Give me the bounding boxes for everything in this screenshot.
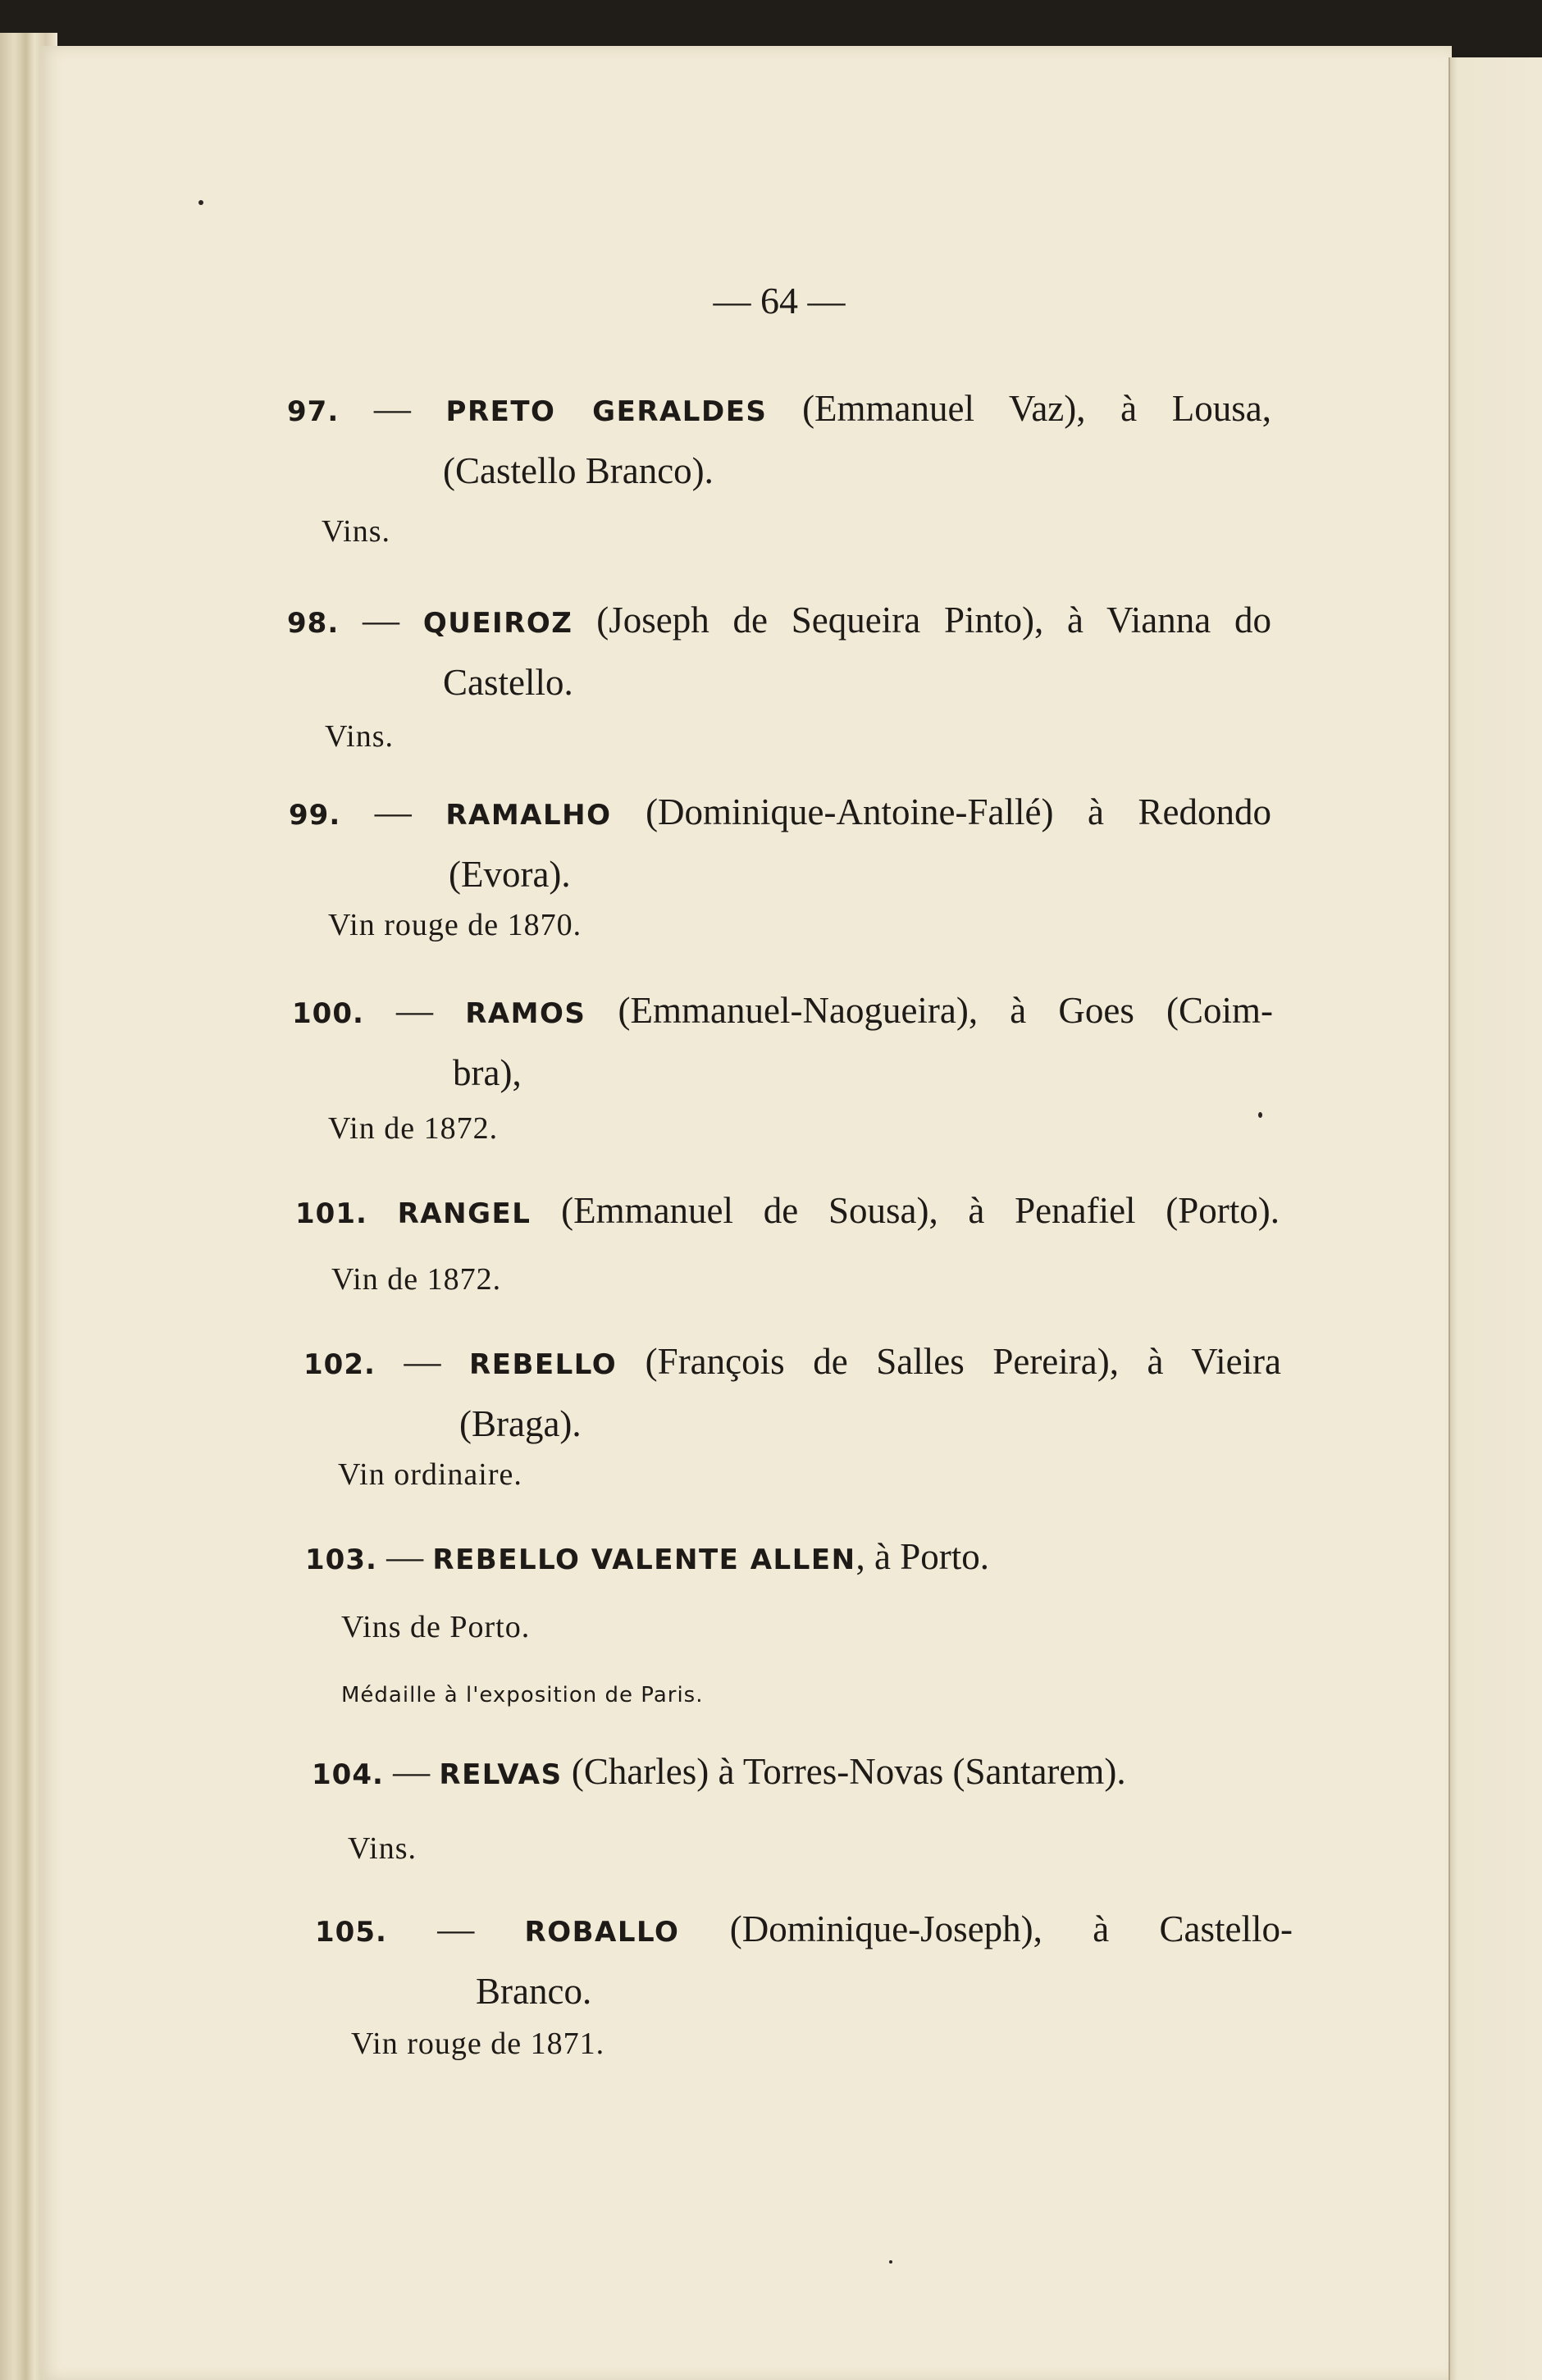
entry-number: 99. xyxy=(289,799,341,832)
entry-number: 103. xyxy=(305,1543,377,1576)
entry-name: RANGEL xyxy=(397,1197,531,1230)
entry-line xyxy=(292,981,1273,1043)
entry-dash: — xyxy=(339,388,446,429)
entry-name: RELVAS xyxy=(439,1758,563,1791)
entry-dash: — xyxy=(363,990,466,1031)
entry-name: ROBALLO xyxy=(524,1916,680,1949)
entry-104 xyxy=(312,1742,1296,1804)
entry-note: Vins. xyxy=(325,719,395,754)
entry-97 xyxy=(287,379,1271,500)
entry-details: (François de Salles Pereira), à Vieira xyxy=(617,1341,1281,1382)
entry-dash: — xyxy=(375,1341,470,1382)
entry-note: Vins. xyxy=(348,1831,417,1866)
entry-number: 102. xyxy=(303,1348,376,1381)
entry-details: (Charles) à Torres-Novas (Santarem). xyxy=(562,1751,1126,1792)
entry-line xyxy=(312,1742,1296,1804)
entry-number: 105. xyxy=(315,1916,387,1949)
entry-98 xyxy=(287,590,1271,712)
entry-details: (Emmanuel Vaz), à Lousa, xyxy=(767,388,1271,429)
entry-details: (Emmanuel-Naogueira), à Goes (Coim- xyxy=(586,990,1273,1031)
entry-continuation: (Castello Branco). xyxy=(443,450,714,491)
entry-continuation: (Evora). xyxy=(449,854,571,895)
entry-name: RAMOS xyxy=(465,997,586,1030)
entry-name: QUEIROZ xyxy=(422,607,573,640)
entry-details: , à Porto. xyxy=(855,1536,990,1577)
entry-note: Vins de Porto. xyxy=(341,1610,531,1644)
entry-number: 97. xyxy=(287,395,340,428)
entry-name: RAMALHO xyxy=(445,799,612,832)
entry-dash: — xyxy=(376,1536,433,1577)
entry-note: Vin de 1872. xyxy=(331,1262,502,1297)
medal-note: Médaille à l'exposition de Paris. xyxy=(341,1683,704,1707)
entry-line xyxy=(305,1527,1289,1589)
entry-line xyxy=(315,1899,1293,1962)
entry-103 xyxy=(305,1527,1289,1589)
entry-line xyxy=(289,782,1271,845)
entry-dash: — xyxy=(386,1908,525,1949)
entry-continuation: bra), xyxy=(453,1052,522,1093)
entry-continuation: Branco. xyxy=(476,1971,592,2012)
entry-line xyxy=(303,1332,1281,1394)
entry-99 xyxy=(289,782,1271,904)
entry-line xyxy=(295,1181,1280,1243)
entry-102 xyxy=(303,1332,1281,1453)
entry-101 xyxy=(295,1181,1280,1243)
paper-speck xyxy=(1258,1112,1262,1118)
entry-name: REBELLO VALENTE ALLEN xyxy=(432,1543,856,1576)
entry-details: (Dominique-Joseph), à Castello- xyxy=(679,1908,1293,1949)
entry-line xyxy=(287,590,1271,653)
page-number: — 64 — xyxy=(713,280,846,321)
entry-note: Vin de 1872. xyxy=(328,1111,499,1146)
entry-name: REBELLO xyxy=(469,1348,618,1381)
entry-details: (Joseph de Sequeira Pinto), à Vianna do xyxy=(573,600,1272,641)
entry-dash xyxy=(367,1190,398,1231)
entry-continuation: Castello. xyxy=(443,662,573,703)
entry-note: Vin rouge de 1871. xyxy=(351,2027,605,2061)
entry-note: Vin rouge de 1870. xyxy=(328,908,582,942)
entry-dash: — xyxy=(339,600,423,641)
entry-number: 104. xyxy=(312,1758,384,1791)
entry-number: 98. xyxy=(287,607,340,640)
paper-speck xyxy=(198,200,203,205)
entry-number: 101. xyxy=(295,1197,367,1230)
entry-details: (Emmanuel de Sousa), à Penafiel (Porto). xyxy=(531,1190,1280,1231)
entry-note: Vin ordinaire. xyxy=(338,1457,522,1492)
paper-speck xyxy=(889,2260,892,2264)
entry-name: PRETO GERALDES xyxy=(445,395,768,428)
entry-note: Vins. xyxy=(322,514,391,549)
entry-100 xyxy=(292,981,1273,1102)
entry-105 xyxy=(315,1899,1293,2021)
entry-dash: — xyxy=(340,791,446,832)
entry-dash: — xyxy=(383,1751,440,1792)
entry-continuation: (Braga). xyxy=(459,1403,582,1444)
entry-line xyxy=(287,379,1271,441)
entry-details: (Dominique-Antoine-Fallé) à Redondo xyxy=(611,791,1271,832)
entry-number: 100. xyxy=(292,997,364,1030)
